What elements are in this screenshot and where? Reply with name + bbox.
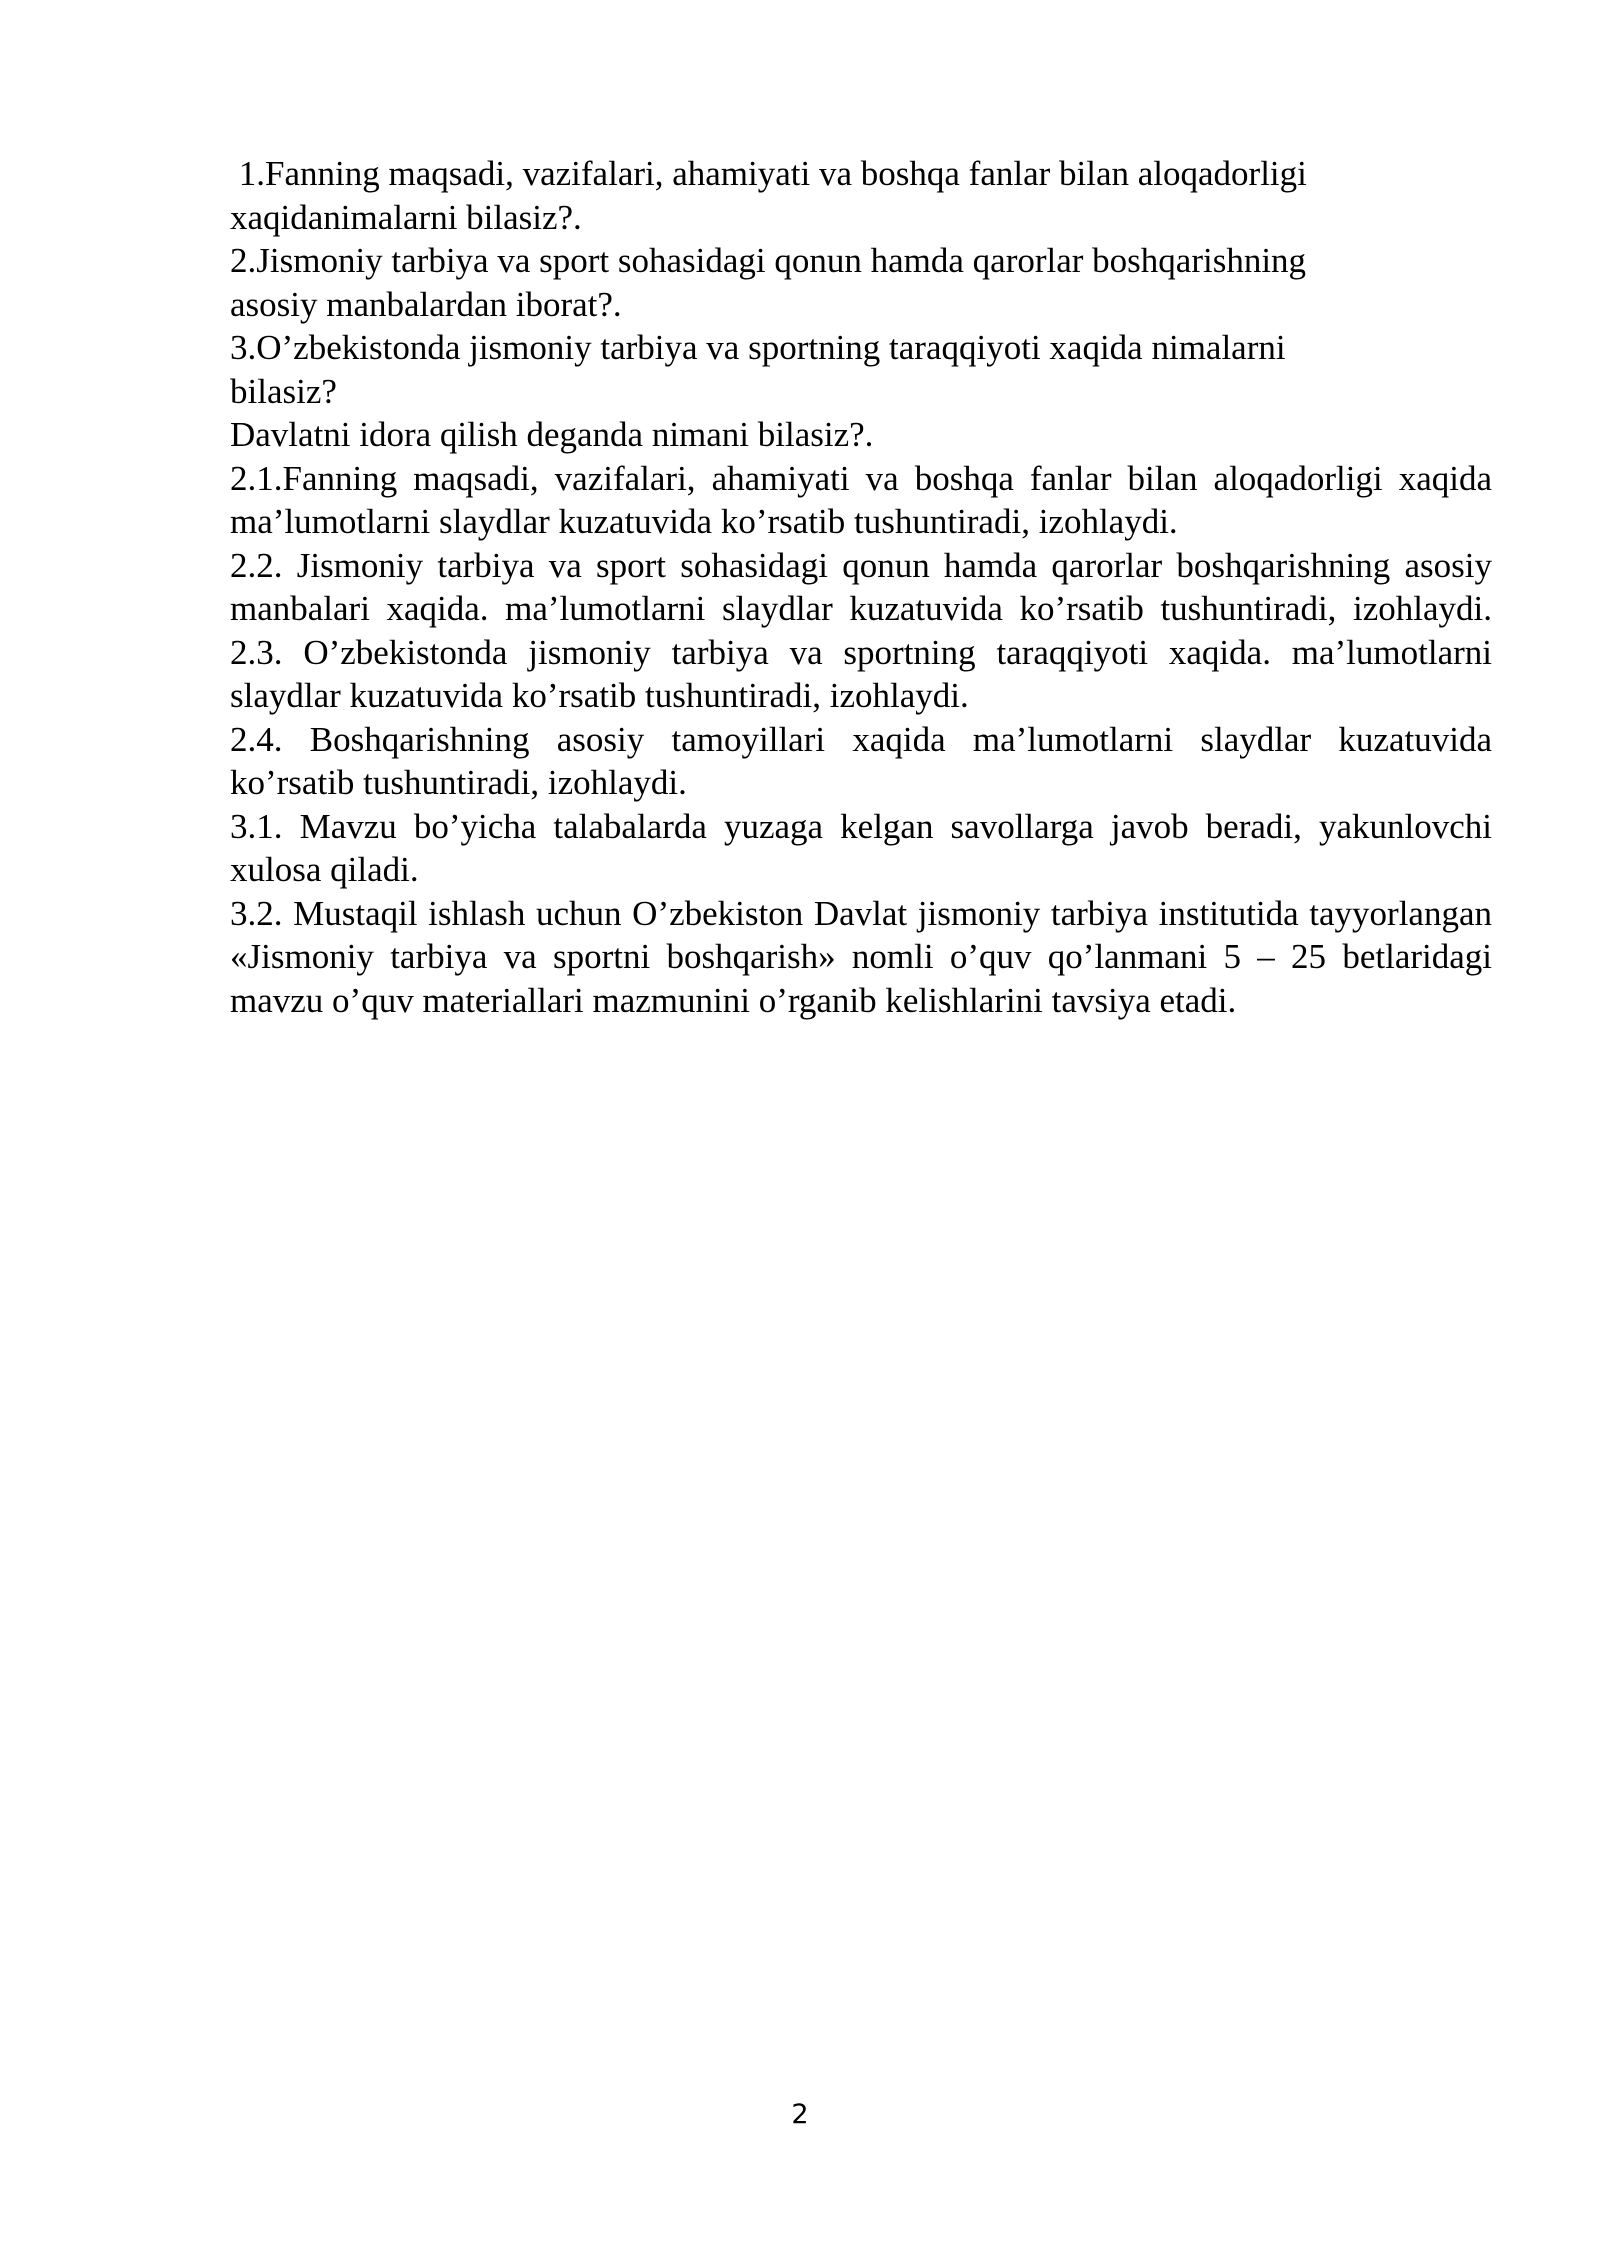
question-1-line-2: xaqidanimalarni bilasiz?. xyxy=(230,197,582,237)
outcome-2-4: 2.4. Boshqarishning asosiy tamoyillari xaqida ma’lumotlarni slaydlar kuzatuvida ko’rsatib tushuntiradi, izohlaydi. xyxy=(230,719,1492,802)
outcome-2-2-and-2-3: 2.2. Jismoniy tarbiya va sport sohasidagi qonun hamda qarorlar boshqarishning asosiy manbalari xaqida. ma’lumotlarni slaydlar kuzatuvida ko’rsatib tushuntiradi, izohlaydi. 2.3. O’zbekistonda jismoniy tarbiya va sportning taraqqiyoti xaqida. ma’lumotlarni slaydlar kuzatuvida ko’rsatib tushuntiradi, izohlaydi. xyxy=(230,545,1492,715)
question-1-line-1: 1.Fanning maqsadi, vazifalari, ahamiyati va boshqa fanlar bilan aloqadorligi xyxy=(230,154,1307,193)
question-2-line-1: 2.Jismoniy tarbiya va sport sohasidagi qonun hamda qarorlar boshqarishning xyxy=(230,241,1307,280)
outcome-2-1: 2.1.Fanning maqsadi, vazifalari, ahamiyati va boshqa fanlar bilan aloqadorligi xaqida ma’lumotlarni slaydlar kuzatuvida ko’rsatib tushuntiradi, izohlaydi. xyxy=(230,458,1492,541)
question-3-line-1: 3.O’zbekistonda jismoniy tarbiya va sportning taraqqiyoti xaqida nimalarni xyxy=(230,328,1286,367)
question-4: Davlatni idora qilish deganda nimani bilasiz?. xyxy=(230,415,874,454)
question-3-line-2: bilasiz? xyxy=(230,371,337,411)
outcome-3-2: 3.2. Mustaqil ishlash uchun O’zbekiston Davlat jismoniy tarbiya institutida tayyorlangan «Jismoniy tarbiya va sportni boshqarish» nomli o’quv qo’lanmani 5 – 25 betlaridagi mavzu o’quv materiallari mazmunini o’rganib kelishlarini tavsiya etadi. xyxy=(230,893,1492,1020)
outcome-3-1: 3.1. Mavzu bo’yicha talabalarda yuzaga kelgan savollarga javob beradi, yakunlovchi xulosa qiladi. xyxy=(230,806,1492,889)
question-2-line-2: asosiy manbalardan iborat?. xyxy=(230,284,622,324)
document-body xyxy=(230,152,1492,1022)
page-number: 2 xyxy=(791,2099,809,2130)
